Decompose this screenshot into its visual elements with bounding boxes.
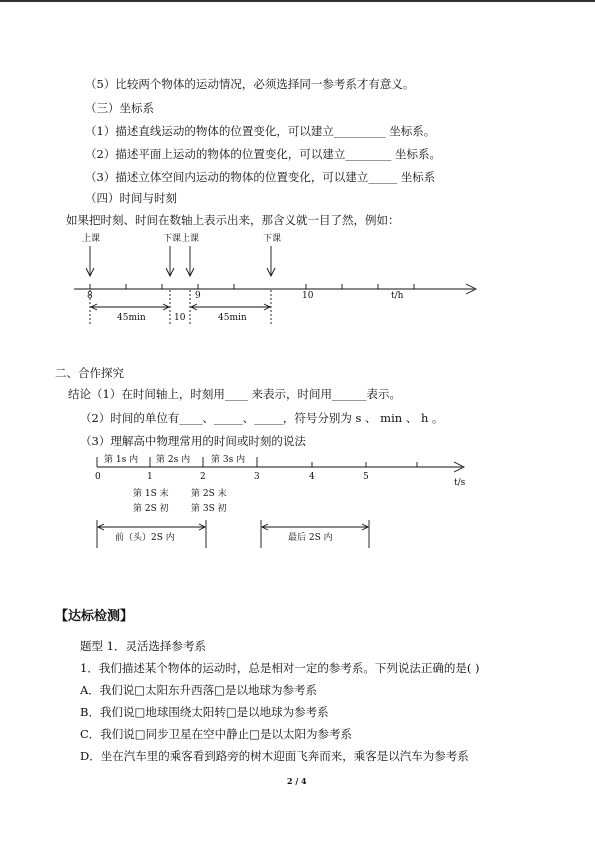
- conclusion-3: （3）理解高中物理常用的时间或时刻的说法: [80, 434, 306, 448]
- moment-end-2s: 第 2S 末: [191, 489, 227, 499]
- section-2-title: 二、合作探究: [55, 366, 124, 380]
- interval-1s: 第 1s 内: [104, 455, 139, 465]
- tick-9: 9: [195, 291, 201, 301]
- tick-2: 2: [200, 472, 206, 482]
- question-1: 1．我们描述某个物体的运动时，总是相对一定的参考系。下列说法正确的是( ): [80, 661, 480, 675]
- span-label-45min-2: 45min: [218, 313, 247, 323]
- axis-unit-th: t/h: [391, 291, 404, 301]
- option-b: B．我们说□地球围绕太阳转□是以地球为参考系: [80, 705, 329, 719]
- section-3-title: 【达标检测】: [55, 609, 134, 624]
- question-type-1: 题型 1．灵活选择参考系: [80, 639, 206, 653]
- span-label-45min-1: 45min: [117, 313, 146, 323]
- tick-3: 3: [254, 472, 260, 482]
- axis-unit-ts: t/s: [454, 478, 466, 488]
- tick-8: 8: [87, 291, 93, 301]
- label-class-start: 上课: [82, 234, 101, 244]
- conclusion-2: （2）时间的单位有____、_____、_____，符号分别为 s 、 min 、 h 。: [80, 411, 444, 425]
- subheading-coordinate-system: （三）坐标系: [85, 101, 154, 115]
- coord-item-2: （2）描述平面上运动的物体的位置变化，可以建立________ 坐标系。: [85, 147, 441, 161]
- tick-0: 0: [95, 472, 101, 482]
- moment-start-3s: 第 3S 初: [191, 504, 227, 514]
- subheading-time-moment: （四）时间与时刻: [85, 191, 177, 205]
- moment-start-2s: 第 2S 初: [133, 504, 169, 514]
- coord-item-1: （1）描述直线运动的物体的位置变化，可以建立_________ 坐标系。: [85, 124, 436, 138]
- label-last-2s: 最后 2S 内: [288, 533, 333, 543]
- label-class-end-start: 下课上课: [163, 234, 200, 244]
- intro-text: 如果把时刻、时间在数轴上表示出来，那含义就一目了然，例如：: [66, 213, 400, 227]
- interval-2s: 第 2s 内: [156, 455, 191, 465]
- label-first-2s: 前（头）2S 内: [115, 533, 175, 543]
- tick-1: 1: [147, 472, 153, 482]
- item-5-text: （5）比较两个物体的运动情况，必须选择同一参考系才有意义。: [85, 77, 415, 91]
- coord-item-3: （3）描述立体空间内运动的物体的位置变化，可以建立_____ 坐标系: [85, 170, 436, 184]
- tick-5: 5: [363, 472, 369, 482]
- option-a: A．我们说□太阳东升西落□是以地球为参考系: [80, 683, 318, 697]
- page-number: 2 / 4: [287, 776, 307, 786]
- label-class-end: 下课: [263, 234, 282, 244]
- tick-10: 10: [302, 291, 314, 301]
- option-c: C．我们说□同步卫星在空中静止□是以太阳为参考系: [80, 727, 353, 741]
- tick-4: 4: [309, 472, 315, 482]
- option-d: D．坐在汽车里的乘客看到路旁的树木迎面飞奔而来，乘客是以汽车为参考系: [80, 749, 469, 763]
- interval-3s: 第 3s 内: [211, 455, 246, 465]
- span-label-10: 10: [174, 313, 186, 323]
- conclusion-1: 结论（1）在时间轴上，时刻用____ 来表示，时间用______表示。: [68, 387, 401, 401]
- moment-end-1s: 第 1S 末: [133, 489, 169, 499]
